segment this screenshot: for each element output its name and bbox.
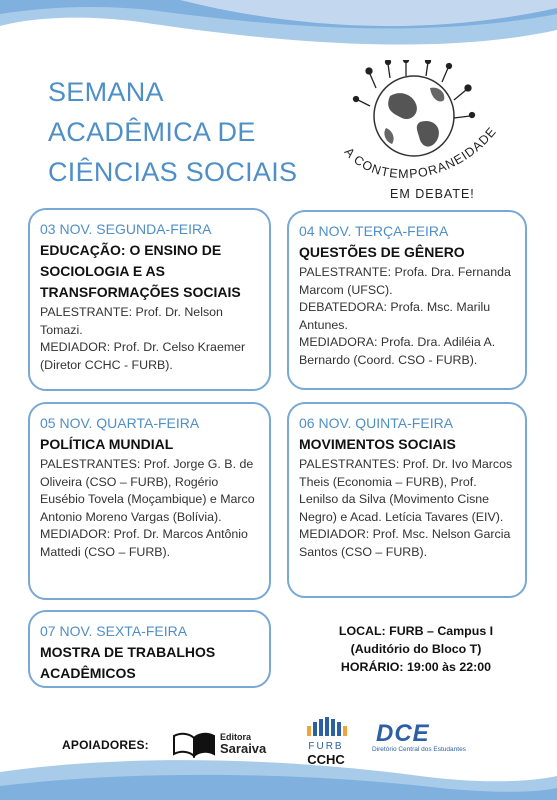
event-details [299, 264, 515, 369]
event-date: 05 NOV. QUARTA-FEIRA [40, 415, 200, 431]
event-title: POLÍTICA MUNDIAL [40, 436, 174, 452]
title-line-2: ACADÊMICA DE [48, 117, 256, 147]
event-title: QUESTÕES DE GÊNERO [299, 244, 465, 260]
event-speaker: PALESTRANTES: Prof. Dr. Ivo Marcos Theis (Economia – FURB), Prof. Lenilso da Silva (Movimento Cisne Negro) e Acad. Letícia Tavares (EIV). [299, 457, 513, 524]
event-date: 06 NOV. QUINTA-FEIRA [299, 415, 454, 431]
saraiva-logo [172, 726, 282, 760]
event-card-friday [28, 610, 271, 688]
dce-subtitle: Diretório Central dos Estudantes [372, 746, 466, 753]
event-logo [330, 60, 510, 210]
room-text: (Auditório do Bloco T) [350, 642, 482, 656]
event-date: 03 NOV. SEGUNDA-FEIRA [40, 221, 212, 237]
cchc-text: CCHC [307, 752, 345, 767]
title-line-1: SEMANA [48, 77, 164, 107]
furb-arches-icon [301, 716, 351, 736]
event-debater: DEBATEDORA: Profa. Msc. Marilu Antunes. [299, 300, 491, 332]
supporters-label: APOIADORES: [62, 738, 149, 752]
event-card-monday [28, 208, 271, 391]
title-line-3: CIÊNCIAS SOCIAIS [48, 157, 298, 187]
event-mediator: MEDIADOR: Prof. Dr. Celso Kraemer (Diretor CCHC - FURB). [40, 340, 246, 372]
logo-arc-text: A CONTEMPORANEIDADE [341, 124, 500, 182]
furb-text: FURB [308, 741, 344, 752]
event-speaker: PALESTRANTE: Prof. Dr. Nelson Tomazi. [40, 305, 223, 337]
event-title: MOSTRA DE TRABALHOS ACADÊMICOS [40, 644, 216, 681]
logo-subtext: EM DEBATE! [390, 187, 475, 201]
location-text: LOCAL: FURB – Campus I [338, 624, 494, 638]
event-details [40, 304, 259, 374]
event-card-tuesday [287, 210, 527, 390]
page-title [48, 72, 328, 192]
event-details [299, 456, 515, 561]
event-card-wednesday [28, 402, 271, 600]
open-book-icon [172, 730, 216, 758]
event-mediator: MEDIADOR: Prof. Dr. Marcos Antônio Mattedi (CSO – FURB). [40, 527, 248, 559]
saraiva-line-2: Saraiva [220, 741, 267, 756]
event-location-info [300, 622, 532, 676]
event-details [40, 456, 259, 561]
top-wave-band [0, 0, 557, 62]
furb-logo [296, 716, 356, 776]
event-card-thursday [287, 402, 527, 598]
event-date: 07 NOV. SEXTA-FEIRA [40, 623, 188, 639]
dce-mark: DCE [376, 720, 430, 747]
event-speaker: PALESTRANTE: Profa. Dra. Fernanda Marcom (UFSC). [299, 265, 511, 297]
time-text: HORÁRIO: 19:00 às 22:00 [340, 660, 492, 674]
event-mediator: MEDIADORA: Profa. Dra. Adiléia A. Bernardo (Coord. CSO - FURB). [299, 335, 496, 367]
event-mediator: MEDIADOR: Prof. Msc. Nelson Garcia Santos (CSO – FURB). [299, 527, 511, 559]
event-title: MOVIMENTOS SOCIAIS [299, 436, 456, 452]
supporters-bar [0, 708, 557, 768]
event-speaker: PALESTRANTES: Prof. Jorge G. B. de Oliveira (CSO – FURB), Rogério Eusébio Tovela (Moçambique) e Marco Antonio Moreno Vargas (Bolívia). [40, 457, 255, 524]
globe-people-icon [330, 60, 510, 210]
dce-logo [372, 722, 482, 762]
saraiva-line-1: Editora [220, 732, 252, 742]
event-date: 04 NOV. TERÇA-FEIRA [299, 223, 449, 239]
event-title: EDUCAÇÃO: O ENSINO DE SOCIOLOGIA E AS TRANSFORMAÇÕES SOCIAIS [40, 242, 241, 300]
